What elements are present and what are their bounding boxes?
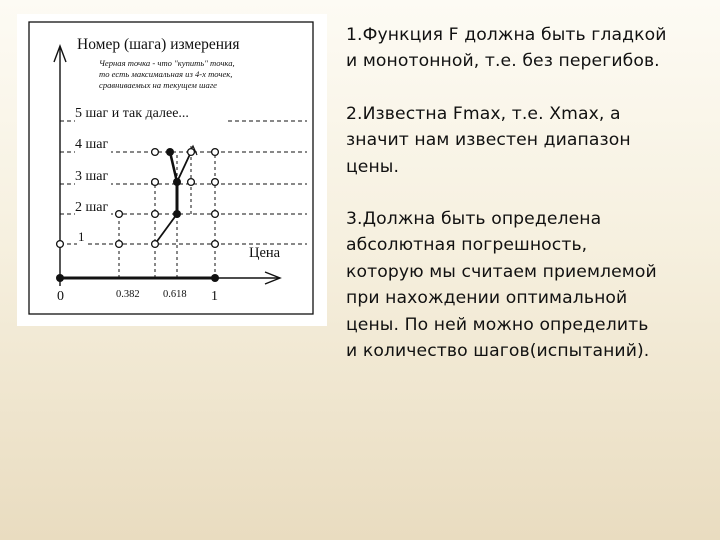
point-open — [152, 241, 159, 248]
point-open — [152, 211, 159, 218]
level-label-2: 2 шаг — [75, 200, 109, 215]
point-filled — [166, 148, 174, 156]
level-label-0: 0 — [57, 289, 64, 304]
best-path-segment — [155, 214, 177, 244]
level-label-3: 3 шаг — [75, 169, 109, 184]
x-axis-title: Цена — [249, 245, 281, 261]
paragraph-2: 2.Известна Fmax, т.е. Xmax, а значит нам известен диапазон цены. — [346, 103, 631, 177]
explanation-text — [346, 22, 718, 390]
search-steps-diagram — [17, 14, 327, 326]
note-line-1: Черная точка - что "купить" точка, — [99, 58, 235, 68]
point-open — [152, 179, 159, 186]
x-tick-label: 0.382 — [116, 289, 140, 300]
point-open — [212, 179, 219, 186]
point-open — [188, 179, 195, 186]
point-open — [212, 241, 219, 248]
point-filled — [173, 210, 181, 218]
point-filled — [211, 274, 219, 282]
level-label-5: 5 шаг и так далее... — [75, 106, 189, 121]
paragraph-1: 1.Функция F должна быть гладкой и монотонной, т.е. без перегибов. — [346, 25, 667, 72]
point-open — [57, 241, 64, 248]
level-label-4: 4 шаг — [75, 137, 109, 152]
best-path-segment — [177, 152, 191, 182]
paragraph-3: 3.Должна быть определена абсолютная погрешность, которую мы считаем приемлемой при нахождении оптимальной цены. По ней можно определить и количество шагов(испытаний). — [346, 209, 657, 362]
y-axis-title: Номер (шага) измерения — [77, 36, 240, 53]
point-open — [116, 211, 123, 218]
point-filled — [56, 274, 64, 282]
diagram-panel — [17, 14, 327, 326]
note-line-3: сравниваемых на текущем шаге — [99, 80, 217, 90]
point-open — [152, 149, 159, 156]
x-tick-label: 0.618 — [163, 289, 187, 300]
point-open — [212, 149, 219, 156]
point-filled — [173, 178, 181, 186]
note-line-2: то есть максимальная из 4-х точек, — [99, 69, 233, 79]
x-tick-label: 1 — [211, 289, 218, 304]
level-label-1: 1 — [78, 229, 85, 244]
best-path-segment — [170, 152, 177, 182]
point-open — [188, 149, 195, 156]
point-open — [212, 211, 219, 218]
point-open — [116, 241, 123, 248]
